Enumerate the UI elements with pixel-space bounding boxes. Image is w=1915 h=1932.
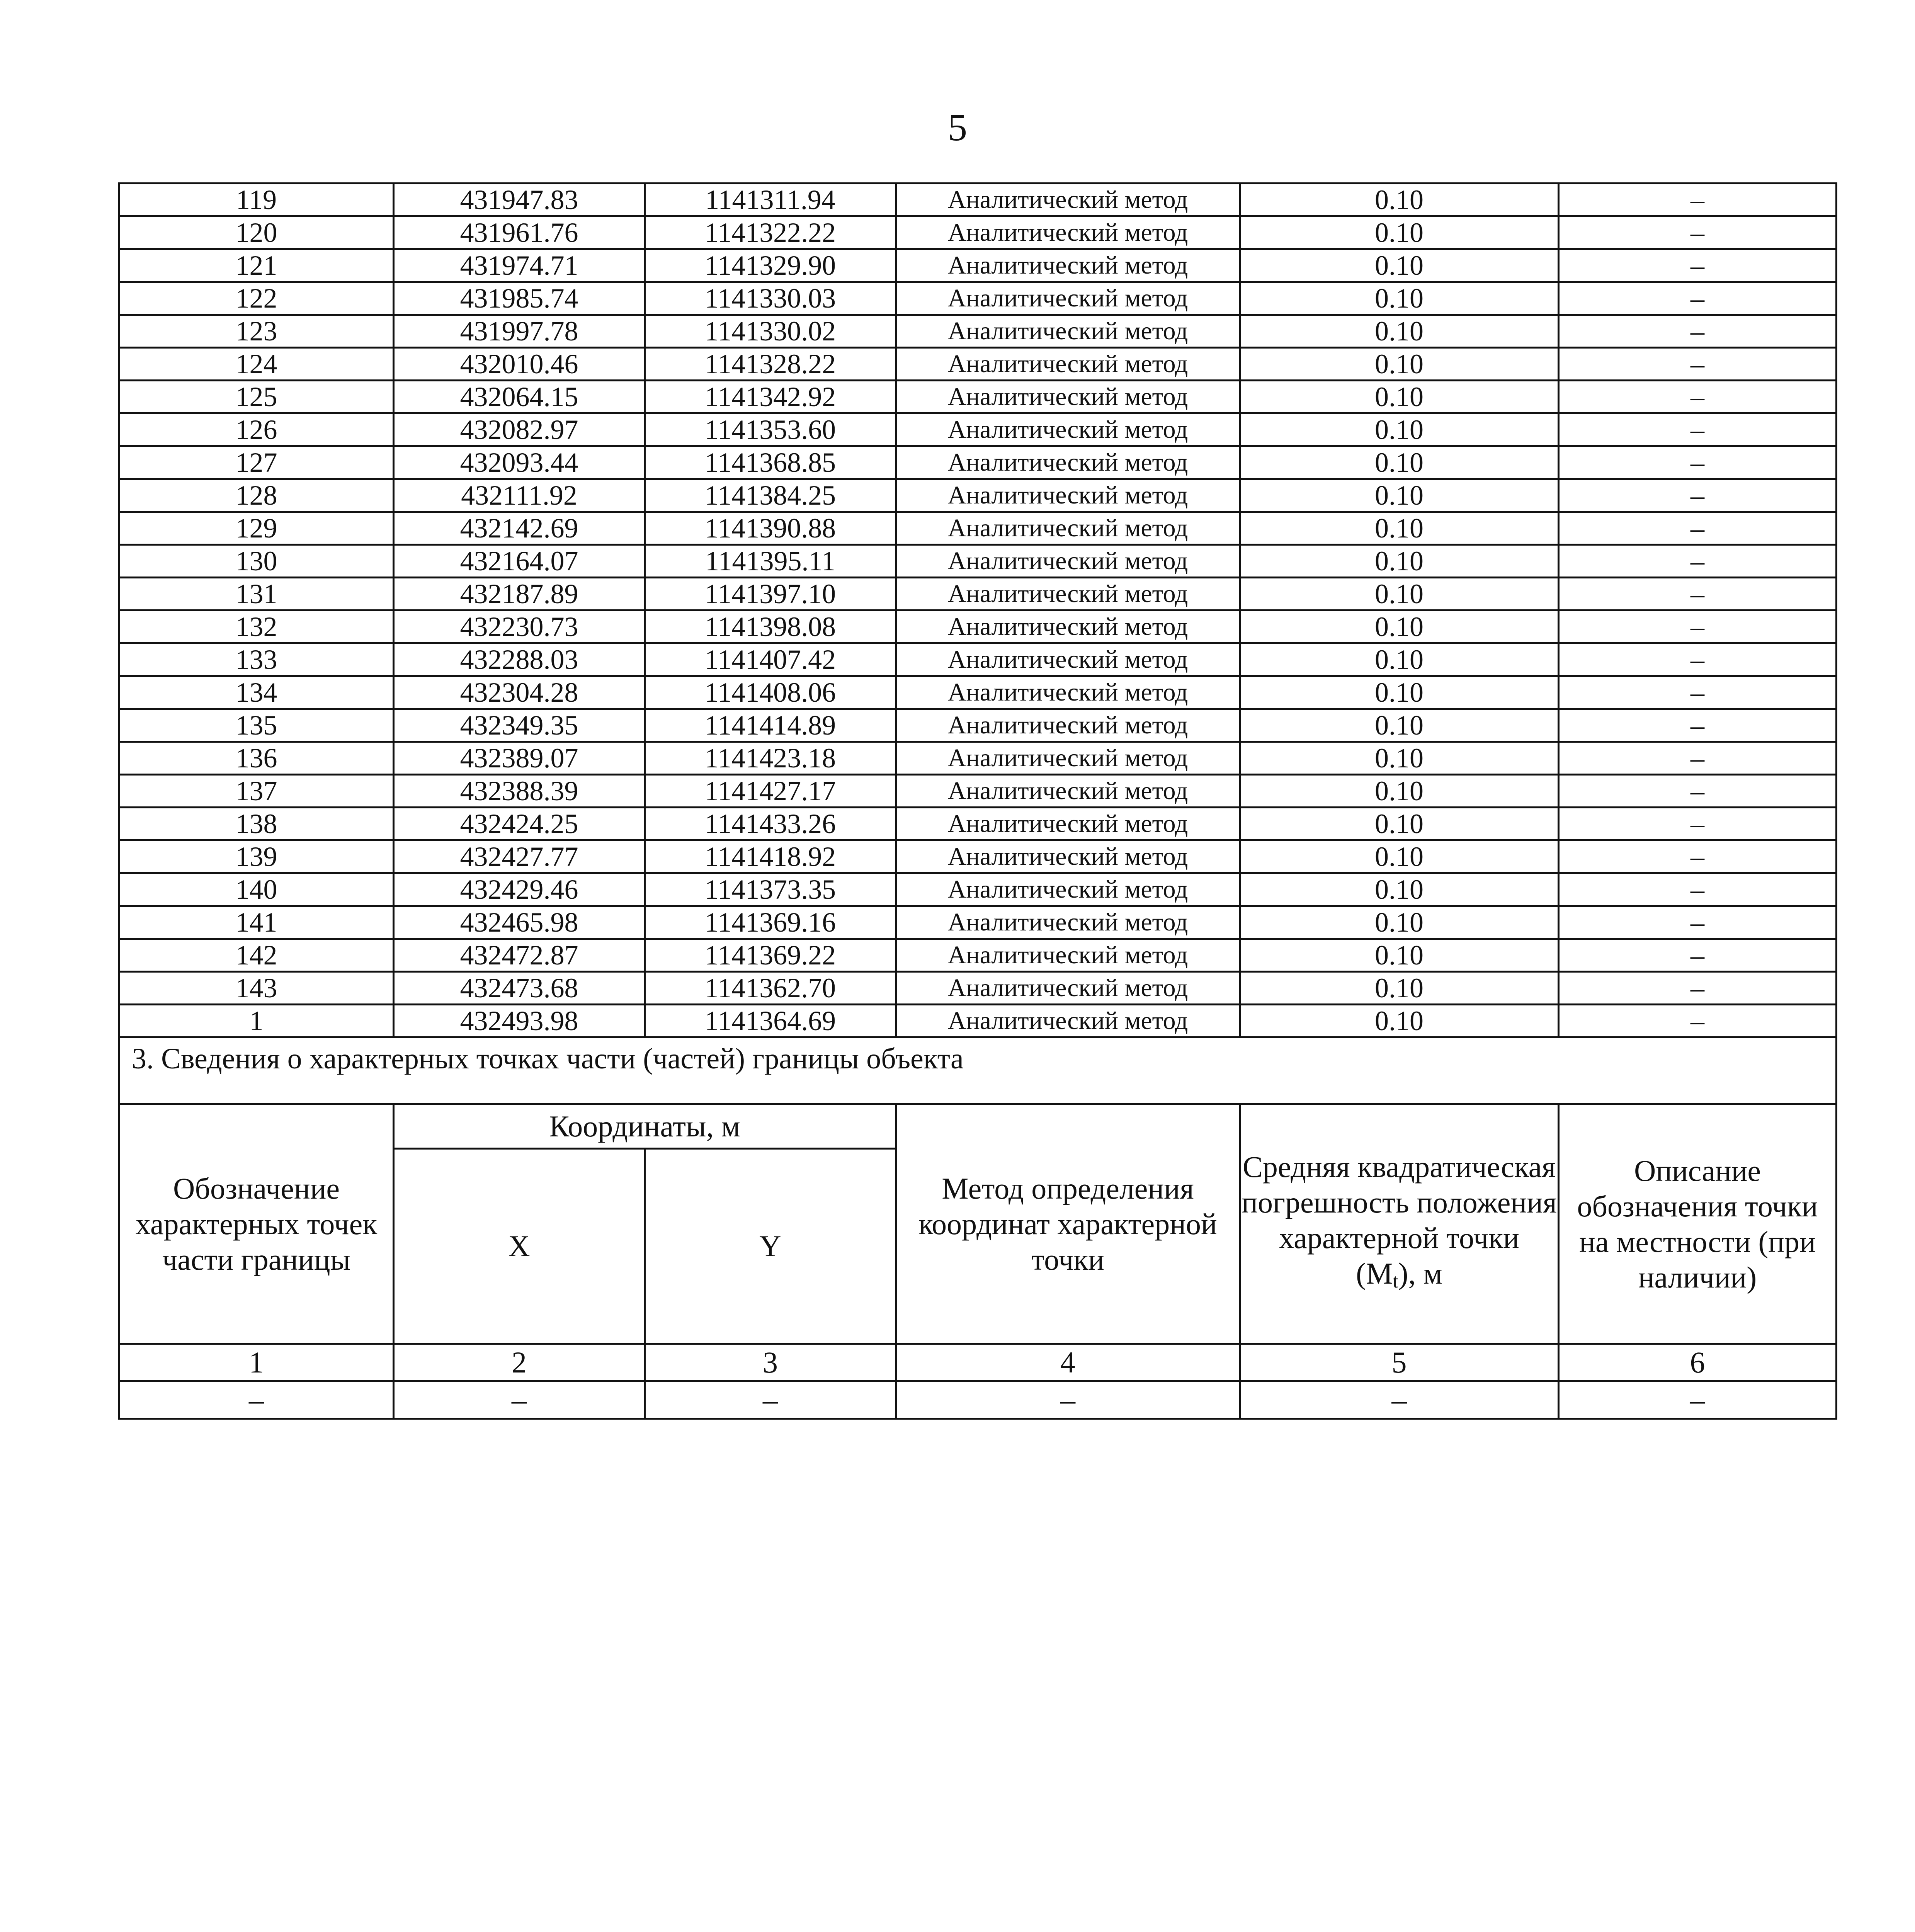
point-description: – [1559,873,1837,906]
coordinate-x: 432472.87 [394,939,645,972]
coordinate-y: 1141330.02 [645,315,896,348]
coordinate-x: 432493.98 [394,1005,645,1037]
column-number: 5 [1240,1344,1559,1381]
coordinate-x: 432424.25 [394,808,645,840]
table-row [119,348,1837,381]
method: Аналитический метод [896,775,1240,808]
point-description: – [1559,1005,1837,1037]
coordinate-x: 432389.07 [394,742,645,775]
method: Аналитический метод [896,545,1240,578]
point-description: – [1559,446,1837,479]
method: Аналитический метод [896,1005,1240,1037]
method: Аналитический метод [896,184,1240,216]
method: Аналитический метод [896,742,1240,775]
mean-square-error: 0.10 [1240,249,1559,282]
point-number: 119 [119,184,394,216]
point-description: – [1559,315,1837,348]
coordinate-y: 1141433.26 [645,808,896,840]
table-row [119,446,1837,479]
point-description: – [1559,381,1837,413]
coordinate-y: 1141330.03 [645,282,896,315]
method: Аналитический метод [896,808,1240,840]
mean-square-error: 0.10 [1240,315,1559,348]
table-row [119,676,1837,709]
point-description: – [1559,643,1837,676]
point-number: 122 [119,282,394,315]
mean-square-error: 0.10 [1240,479,1559,512]
coordinate-x: 432349.35 [394,709,645,742]
point-number: 136 [119,742,394,775]
coordinate-x: 432142.69 [394,512,645,545]
coordinate-y: 1141364.69 [645,1005,896,1037]
coordinate-y: 1141353.60 [645,413,896,446]
mean-square-error: 0.10 [1240,216,1559,249]
table-row [119,873,1837,906]
mean-square-error: 0.10 [1240,676,1559,709]
coordinate-y: 1141322.22 [645,216,896,249]
point-description: – [1559,906,1837,939]
point-description: – [1559,742,1837,775]
coordinate-x: 432288.03 [394,643,645,676]
method: Аналитический метод [896,282,1240,315]
coordinate-y: 1141418.92 [645,840,896,873]
table-row [119,381,1837,413]
method: Аналитический метод [896,676,1240,709]
coordinate-y: 1141395.11 [645,545,896,578]
table-row [119,479,1837,512]
method: Аналитический метод [896,315,1240,348]
method: Аналитический метод [896,578,1240,611]
point-description: – [1559,611,1837,643]
point-number: 126 [119,413,394,446]
table-row [119,184,1837,216]
point-number: 140 [119,873,394,906]
coordinate-y: 1141390.88 [645,512,896,545]
point-description: – [1559,972,1837,1005]
point-number: 141 [119,906,394,939]
point-number: 133 [119,643,394,676]
method: Аналитический метод [896,709,1240,742]
mean-square-error: 0.10 [1240,808,1559,840]
mean-square-error: 0.10 [1240,578,1559,611]
mean-square-error: 0.10 [1240,1005,1559,1037]
boundary-points-table [118,182,1837,1420]
point-number: 142 [119,939,394,972]
empty-cell: – [896,1381,1240,1419]
table-row [119,216,1837,249]
coordinate-y: 1141423.18 [645,742,896,775]
coordinate-y: 1141369.16 [645,906,896,939]
method: Аналитический метод [896,249,1240,282]
table-row [119,545,1837,578]
table-row [119,840,1837,873]
coordinate-x: 432111.92 [394,479,645,512]
method: Аналитический метод [896,413,1240,446]
point-description: – [1559,578,1837,611]
coordinate-x: 432082.97 [394,413,645,446]
empty-cell: – [119,1381,394,1419]
point-description: – [1559,939,1837,972]
point-number: 139 [119,840,394,873]
column-number: 2 [394,1344,645,1381]
point-number: 128 [119,479,394,512]
table-row [119,906,1837,939]
mean-square-error: 0.10 [1240,545,1559,578]
method: Аналитический метод [896,906,1240,939]
header-designation: Обозначение характерных точек части границы [119,1104,394,1344]
point-number: 137 [119,775,394,808]
mean-square-error: 0.10 [1240,413,1559,446]
point-description: – [1559,512,1837,545]
table-row [119,282,1837,315]
coordinate-x: 431947.83 [394,184,645,216]
coordinate-y: 1141362.70 [645,972,896,1005]
column-number: 1 [119,1344,394,1381]
column-number: 3 [645,1344,896,1381]
point-description: – [1559,709,1837,742]
coordinate-x: 431997.78 [394,315,645,348]
mean-square-error: 0.10 [1240,742,1559,775]
point-description: – [1559,348,1837,381]
page-number: 5 [948,106,967,149]
point-description: – [1559,545,1837,578]
coordinate-y: 1141397.10 [645,578,896,611]
table-row [119,578,1837,611]
table-row [119,808,1837,840]
method: Аналитический метод [896,446,1240,479]
table-row [119,709,1837,742]
mean-square-error: 0.10 [1240,611,1559,643]
header-mse-unit: $(M_t)$, м [1356,1256,1442,1292]
point-description: – [1559,808,1837,840]
method: Аналитический метод [896,643,1240,676]
column-number: 4 [896,1344,1240,1381]
point-number: 1 [119,1005,394,1037]
point-number: 131 [119,578,394,611]
table-row [119,315,1837,348]
coordinate-y: 1141342.92 [645,381,896,413]
header-mean-square-error [1240,1104,1559,1344]
coordinate-x: 432465.98 [394,906,645,939]
coordinate-x: 432010.46 [394,348,645,381]
method: Аналитический метод [896,840,1240,873]
mean-square-error: 0.10 [1240,184,1559,216]
coordinate-y: 1141373.35 [645,873,896,906]
coordinate-y: 1141311.94 [645,184,896,216]
mean-square-error: 0.10 [1240,282,1559,315]
coordinate-y: 1141408.06 [645,676,896,709]
table-row [119,413,1837,446]
coordinate-y: 1141414.89 [645,709,896,742]
point-number: 132 [119,611,394,643]
method: Аналитический метод [896,972,1240,1005]
empty-data-row [119,1381,1837,1419]
coordinate-x: 431961.76 [394,216,645,249]
mean-square-error: 0.10 [1240,873,1559,906]
mean-square-error: 0.10 [1240,775,1559,808]
point-number: 127 [119,446,394,479]
coordinate-x: 431985.74 [394,282,645,315]
empty-cell: – [645,1381,896,1419]
header-coordinates: Координаты, м [394,1104,896,1149]
point-number: 130 [119,545,394,578]
point-number: 123 [119,315,394,348]
mean-square-error: 0.10 [1240,840,1559,873]
points-body [119,184,1837,1037]
point-description: – [1559,184,1837,216]
mean-square-error: 0.10 [1240,381,1559,413]
method: Аналитический метод [896,348,1240,381]
point-description: – [1559,216,1837,249]
coordinate-y: 1141329.90 [645,249,896,282]
point-description: – [1559,249,1837,282]
mean-square-error: 0.10 [1240,512,1559,545]
table-row [119,512,1837,545]
header-x: X [394,1149,645,1344]
empty-cell: – [1240,1381,1559,1419]
method: Аналитический метод [896,873,1240,906]
coordinate-y: 1141369.22 [645,939,896,972]
point-description: – [1559,840,1837,873]
method: Аналитический метод [896,479,1240,512]
method: Аналитический метод [896,512,1240,545]
header-description: Описание обозначения точки на местности (при наличии) [1559,1104,1837,1344]
table-row [119,1005,1837,1037]
coordinate-y: 1141328.22 [645,348,896,381]
table-row [119,742,1837,775]
coordinate-y: 1141427.17 [645,775,896,808]
empty-cell: – [394,1381,645,1419]
table-row [119,972,1837,1005]
coordinate-x: 432230.73 [394,611,645,643]
point-number: 138 [119,808,394,840]
method: Аналитический метод [896,611,1240,643]
mean-square-error: 0.10 [1240,643,1559,676]
table-row [119,939,1837,972]
table-row [119,775,1837,808]
point-number: 134 [119,676,394,709]
point-description: – [1559,676,1837,709]
coordinate-x: 431974.71 [394,249,645,282]
point-number: 125 [119,381,394,413]
method: Аналитический метод [896,939,1240,972]
coordinate-x: 432427.77 [394,840,645,873]
mean-square-error: 0.10 [1240,939,1559,972]
coordinate-x: 432429.46 [394,873,645,906]
coordinate-x: 432304.28 [394,676,645,709]
point-description: – [1559,282,1837,315]
table-row [119,643,1837,676]
coordinate-x: 432164.07 [394,545,645,578]
mean-square-error: 0.10 [1240,972,1559,1005]
mean-square-error: 0.10 [1240,709,1559,742]
coordinate-x: 432064.15 [394,381,645,413]
section-3-title: 3. Сведения о характерных точках части (частей) границы объекта [119,1037,1837,1104]
point-number: 120 [119,216,394,249]
coordinate-x: 432093.44 [394,446,645,479]
coordinate-y: 1141368.85 [645,446,896,479]
point-description: – [1559,479,1837,512]
header-y: Y [645,1149,896,1344]
empty-cell: – [1559,1381,1837,1419]
mean-square-error: 0.10 [1240,906,1559,939]
coordinate-x: 432473.68 [394,972,645,1005]
coordinate-x: 432388.39 [394,775,645,808]
coordinate-y: 1141384.25 [645,479,896,512]
column-number: 6 [1559,1344,1837,1381]
point-number: 121 [119,249,394,282]
point-number: 129 [119,512,394,545]
table-row [119,611,1837,643]
header-mse-text: Средняя квадратическая погрешность положения характерной точки [1242,1150,1557,1255]
column-numbers-row [119,1344,1837,1381]
table-row [119,249,1837,282]
point-description: – [1559,413,1837,446]
point-number: 124 [119,348,394,381]
header-method: Метод определения координат характерной точки [896,1104,1240,1344]
mean-square-error: 0.10 [1240,446,1559,479]
coordinate-x: 432187.89 [394,578,645,611]
coordinate-y: 1141398.08 [645,611,896,643]
method: Аналитический метод [896,381,1240,413]
point-number: 135 [119,709,394,742]
coordinate-y: 1141407.42 [645,643,896,676]
point-description: – [1559,775,1837,808]
method: Аналитический метод [896,216,1240,249]
point-number: 143 [119,972,394,1005]
mean-square-error: 0.10 [1240,348,1559,381]
